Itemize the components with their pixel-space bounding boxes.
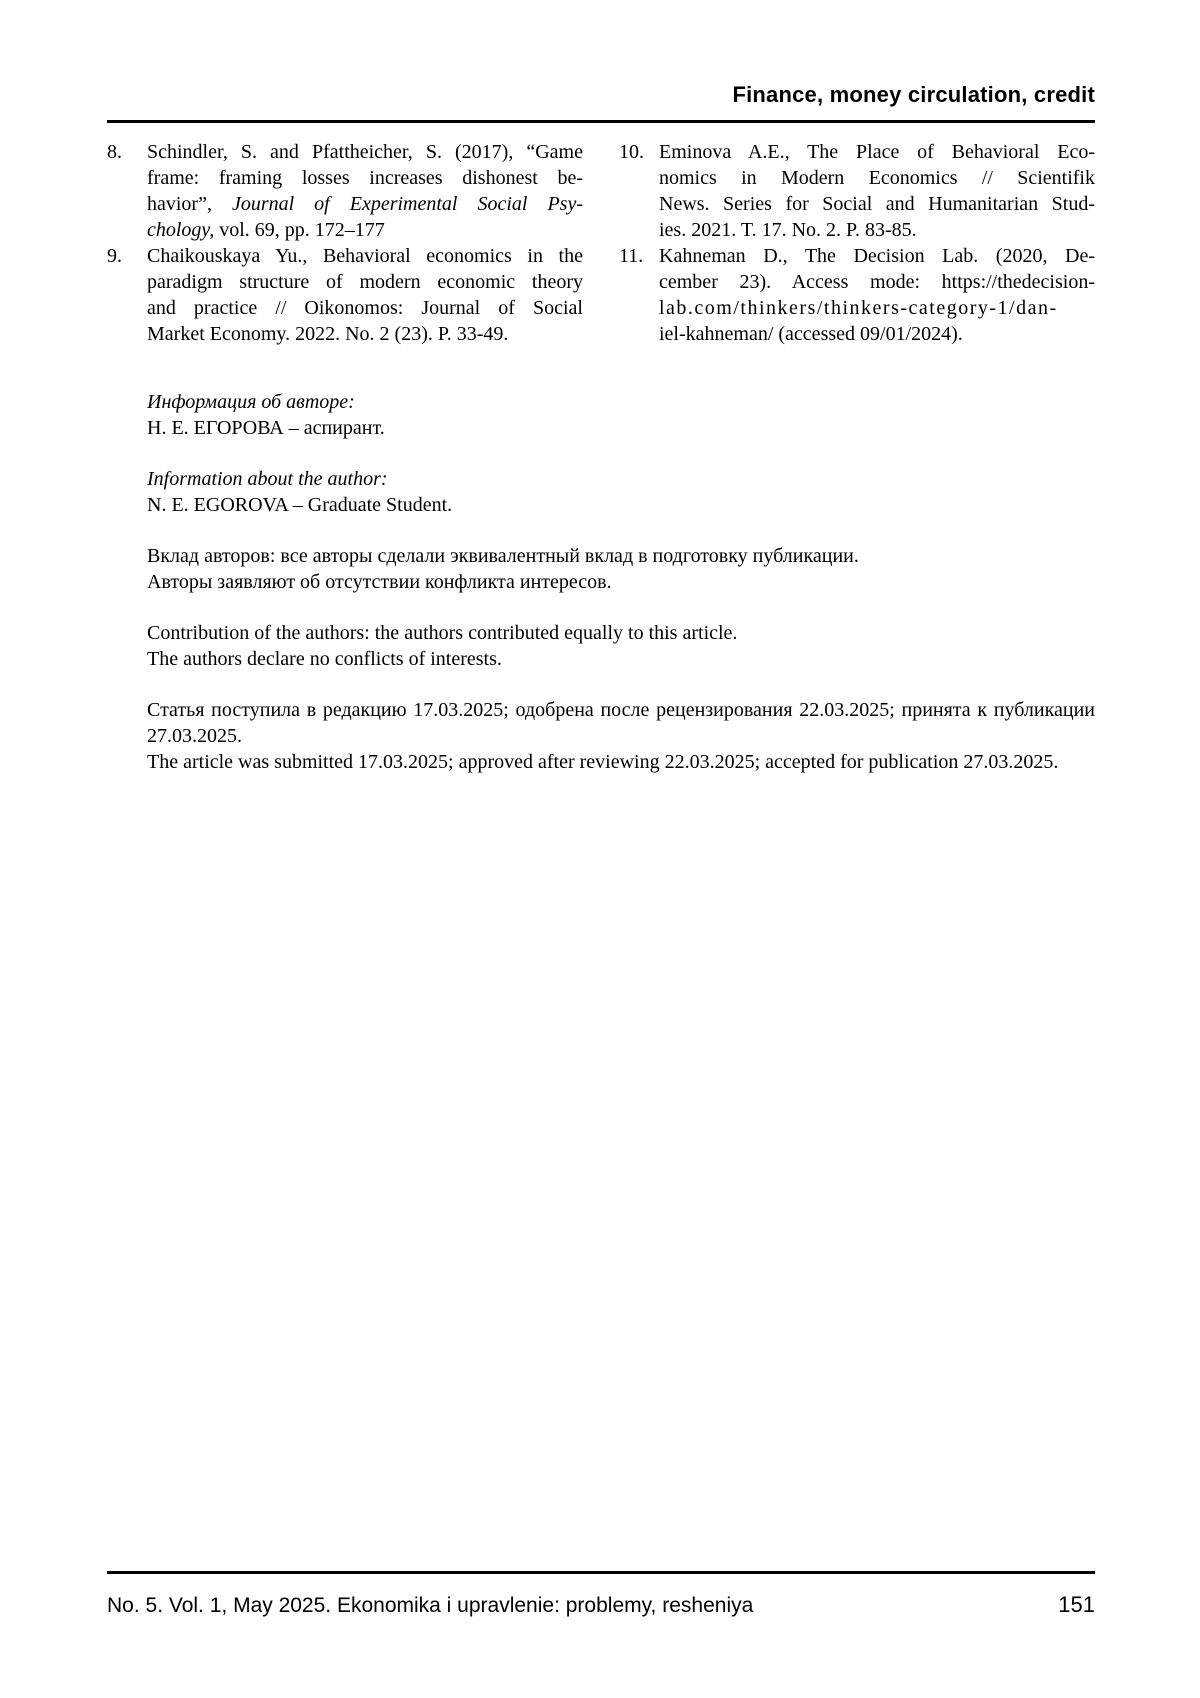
reference-line: News. Series for Social and Humanitarian Stud- — [659, 193, 1095, 215]
reference-item — [619, 243, 1095, 347]
reference-number: 10. — [619, 141, 644, 163]
footer-page-number: 151 — [1058, 1592, 1095, 1617]
reference-line: Schindler, S. and Pfattheicher, S. (2017), “Game — [147, 141, 583, 163]
running-head: Finance, money circulation, credit — [732, 82, 1095, 107]
reference-number: 11. — [619, 245, 644, 267]
reference-item — [107, 243, 583, 347]
header-rule — [107, 120, 1095, 123]
reference-text — [659, 243, 1095, 347]
article-dates-en: The article was submitted 17.03.2025; approved after reviewing 22.03.2025; accepted for publication 27.03.2025. — [147, 751, 1059, 773]
contribution-en-line1: Contribution of the authors: the authors contributed equally to this article. — [147, 622, 738, 644]
reference-line: lab.com/thinkers/thinkers-category-1/dan- — [659, 297, 1058, 319]
contribution-en-line2: The authors declare no conflicts of interests. — [147, 648, 502, 670]
reference-line: nomics in Modern Economics // Scientifik — [659, 167, 1095, 189]
reference-item — [619, 139, 1095, 243]
reference-line: ies. 2021. T. 17. No. 2. P. 83-85. — [659, 219, 917, 241]
reference-number: 9. — [107, 245, 122, 267]
author-info-ru-heading: Информация об авторе: — [147, 391, 355, 413]
reference-line: havior”, Journal of Experimental Social Psy- — [147, 193, 583, 215]
contribution-en — [147, 620, 1095, 672]
references-column-right — [619, 139, 1095, 347]
contribution-ru-line2: Авторы заявляют об отсутствии конфликта интересов. — [147, 571, 612, 593]
reference-number: 8. — [107, 141, 122, 163]
references-column-left — [107, 139, 583, 347]
article-dates-ru: Статья поступила в редакцию 17.03.2025; одобрена после рецензирования 22.03.2025; принята к публикации 27.03.2025. — [147, 699, 1095, 747]
reference-line: cember 23). Access mode: https://thedecision- — [659, 271, 1095, 293]
footer-rule — [107, 1571, 1095, 1574]
page-content — [107, 83, 1095, 800]
reference-line: chology, vol. 69, pp. 172–177 — [147, 219, 385, 241]
reference-line: frame: framing losses increases dishonest be- — [147, 167, 583, 189]
reference-line: iel-kahneman/ (accessed 09/01/2024). — [659, 323, 963, 345]
author-info-ru — [147, 389, 1095, 441]
back-matter — [147, 389, 1095, 775]
reference-line: Eminova A.E., The Place of Behavioral Eco- — [659, 141, 1095, 163]
reference-text — [147, 243, 583, 347]
reference-line: Market Economy. 2022. No. 2 (23). P. 33-49. — [147, 323, 509, 345]
contribution-ru-line1: Вклад авторов: все авторы сделали эквивалентный вклад в подготовку публикации. — [147, 545, 859, 567]
reference-line: Kahneman D., The Decision Lab. (2020, De- — [659, 245, 1095, 267]
author-info-en — [147, 466, 1095, 518]
author-info-en-heading: Information about the author: — [147, 468, 388, 490]
reference-item — [107, 139, 583, 243]
article-dates — [147, 697, 1095, 775]
reference-text — [147, 139, 583, 243]
reference-line: and practice // Oikonomos: Journal of Social — [147, 297, 583, 319]
reference-line: paradigm structure of modern economic theory — [147, 271, 583, 293]
author-info-ru-line: Н. Е. ЕГОРОВА – аспирант. — [147, 417, 385, 439]
footer-journal-line: No. 5. Vol. 1, May 2025. Ekonomika i upravlenie: problemy, resheniya — [107, 1594, 754, 1617]
author-info-en-line: N. E. EGOROVA – Graduate Student. — [147, 494, 453, 516]
references-section — [107, 139, 1095, 347]
reference-text — [659, 139, 1095, 243]
reference-line: Chaikouskaya Yu., Behavioral economics in the — [147, 245, 583, 267]
page-footer — [107, 1592, 1095, 1619]
contribution-ru — [147, 543, 1095, 595]
